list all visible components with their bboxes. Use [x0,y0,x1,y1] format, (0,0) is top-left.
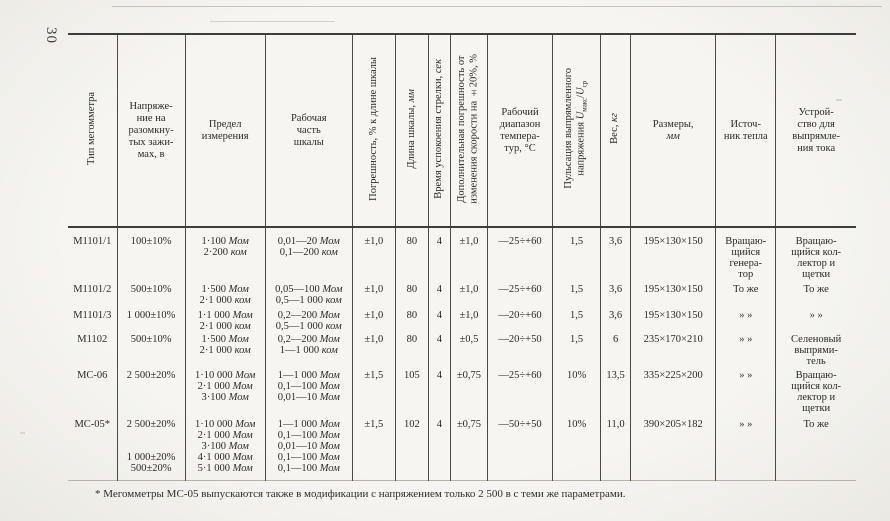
table-row [68,414,856,480]
scan-artifact-line [210,21,335,22]
table-cell: 1,5 [553,282,601,309]
table-cell: 0,01—20 Мом 0,1—200 ком [265,227,352,282]
col-header-pulsation-label: Пульсация выпрямленного напряжения $U_{макс}/U_{ср}$ [562,68,589,189]
table-cell: 1,5 [553,227,601,282]
table-cell: 500±10% [117,282,185,309]
col-header-scale-length [395,34,428,227]
table-cell: —50÷+50 [487,414,552,480]
table-cell: 1·1 000 Мом 2·1 000 ком [185,309,265,332]
table-cell: 6 [601,332,631,367]
table-cell: » » [716,332,776,367]
scan-artifact-line [112,6,882,7]
table-cell: 105 [395,367,428,414]
table-cell: Селеновый выпрями- тель [776,332,856,367]
table-cell: ±1,0 [352,282,395,309]
table-cell: 1·500 Мом 2·1 000 ком [185,332,265,367]
table-cell: ±1,0 [352,332,395,367]
col-header-voltage: Напряже- ние на разомкну- тых зажи- мах, в [117,34,185,227]
row-type: МС-05* [74,419,111,430]
header-row [68,34,856,227]
row-type: М1101/1 [73,236,112,247]
table-cell: ±1,5 [352,367,395,414]
table-cell: 390×205×182 [631,414,716,480]
col-header-rectifier: Устрой- ство для выпрямле- ния тока [776,34,856,227]
table-cell: То же [776,282,856,309]
row-type: М1101/2 [73,284,112,295]
row-type: МС-06 [77,370,108,381]
table-cell: —25÷+60 [487,227,552,282]
table-cell: 100±10% [117,227,185,282]
table-row [68,332,856,367]
table-row [68,282,856,309]
table-cell: —20÷+50 [487,332,552,367]
table-cell: 4 [428,414,450,480]
table-cell: 80 [395,227,428,282]
table-cell: ±1,0 [450,309,487,332]
table-cell: » » [716,367,776,414]
table-cell: 0,05—100 Мом 0,5—1 000 ком [265,282,352,309]
table-cell: » » [716,414,776,480]
table-cell: ±0,75 [450,414,487,480]
table-cell: ±0,5 [450,332,487,367]
col-header-scale-length-label: Длина шкалы, мм [405,88,417,169]
col-header-additional-error [450,34,487,227]
table-cell: 102 [395,414,428,480]
col-header-weight-label: Вес, кг [609,113,621,144]
col-header-settle-time [428,34,450,227]
col-header-weight [601,34,631,227]
table-cell: 1—1 000 Мом 0,1—100 Мом 0,01—10 Мом [265,367,352,414]
table-cell: 80 [395,309,428,332]
table-cell: ±1,0 [450,227,487,282]
table-cell: 1·10 000 Мом 2·1 000 Мом 3·100 Мом 4·1 000 Мом 5·1 000 Мом [185,414,265,480]
table-cell: То же [716,282,776,309]
col-header-additional-error-label: Дополнительная погрешность от изменения скорости на ±20%, % [456,53,480,204]
table-cell: То же [776,414,856,480]
table-cell: 13,5 [601,367,631,414]
table-cell: 1,5 [553,332,601,367]
table-cell: 500±10% [117,332,185,367]
table-cell: 4 [428,282,450,309]
megohmmeter-spec-table [68,33,856,481]
col-header-accuracy-label: Погрешность, % к длине шкалы [367,56,379,201]
table-cell: 1·100 Мом 2·200 ком [185,227,265,282]
table-cell: 235×170×210 [631,332,716,367]
scan-artifact-speck [20,432,25,434]
table-row [68,367,856,414]
table-cell: 3,6 [601,282,631,309]
table-cell: 10% [553,414,601,480]
table-cell: Вращаю- щийся кол- лектор и щетки [776,367,856,414]
col-header-source: Источ- ник тепла [716,34,776,227]
table-row [68,227,856,282]
table-cell: 335×225×200 [631,367,716,414]
table-cell: 10% [553,367,601,414]
table-cell: 1 000±10% [117,309,185,332]
table-cell: Вращаю- щийся генера- тор [716,227,776,282]
table-cell: 4 [428,332,450,367]
table-cell: 3,6 [601,309,631,332]
table-cell: ±1,0 [450,282,487,309]
table-cell: 80 [395,282,428,309]
table-body [68,227,856,480]
col-header-dimensions: Размеры, мм [631,34,716,227]
row-type: М1102 [77,334,108,345]
table-cell: —25÷+60 [487,282,552,309]
table-cell: ±1,0 [352,309,395,332]
col-header-type [68,34,117,227]
table-cell: —25÷+60 [487,367,552,414]
table-cell: ±1,5 [352,414,395,480]
table-cell: 1—1 000 Мом 0,1—100 Мом 0,01—10 Мом 0,1—100 Мом 0,1—100 Мом [265,414,352,480]
col-header-settle-time-label: Время успокоения стрелки, сек [433,58,445,199]
table-cell: 195×130×150 [631,309,716,332]
table-cell: 4 [428,309,450,332]
col-header-working-scale: Рабочая часть шкалы [265,34,352,227]
col-header-accuracy [352,34,395,227]
row-type: М1101/3 [73,310,112,321]
table-cell: » » [716,309,776,332]
table-cell: 0,2—200 Мом 0,5—1 000 ком [265,309,352,332]
col-header-type-label: Тип мегомметра [86,92,98,165]
table-cell: —20÷+60 [487,309,552,332]
table-cell: ±1,0 [352,227,395,282]
table-cell: 3,6 [601,227,631,282]
footnote: * Мегомметры МС-05 выпускаются также в модификации с напряжением только 2 500 в с теми же параметрами. [95,488,626,500]
table-cell: 4 [428,227,450,282]
table-cell: 1·500 Мом 2·1 000 ком [185,282,265,309]
table-cell: » » [776,309,856,332]
table-cell: 1,5 [553,309,601,332]
col-header-measure-limit: Предел измерения [185,34,265,227]
col-header-temp-range: Рабочий диапазон темпера- тур, °С [487,34,552,227]
col-header-pulsation [553,34,601,227]
table-row [68,309,856,332]
table-cell: ±0,75 [450,367,487,414]
table-cell: 2 500±20% 1 000±20% 500±20% [117,414,185,480]
table-cell: 80 [395,332,428,367]
table-cell: 4 [428,367,450,414]
table-cell: 195×130×150 [631,282,716,309]
table-cell: 2 500±20% [117,367,185,414]
table-header [68,34,856,227]
table-cell: Вращаю- щийся кол- лектор и щетки [776,227,856,282]
page-number: 30 [43,27,59,44]
table-cell: 0,2—200 Мом 1—1 000 ком [265,332,352,367]
table-cell: 195×130×150 [631,227,716,282]
table-cell: 1·10 000 Мом 2·1 000 Мом 3·100 Мом [185,367,265,414]
table-cell: 11,0 [601,414,631,480]
